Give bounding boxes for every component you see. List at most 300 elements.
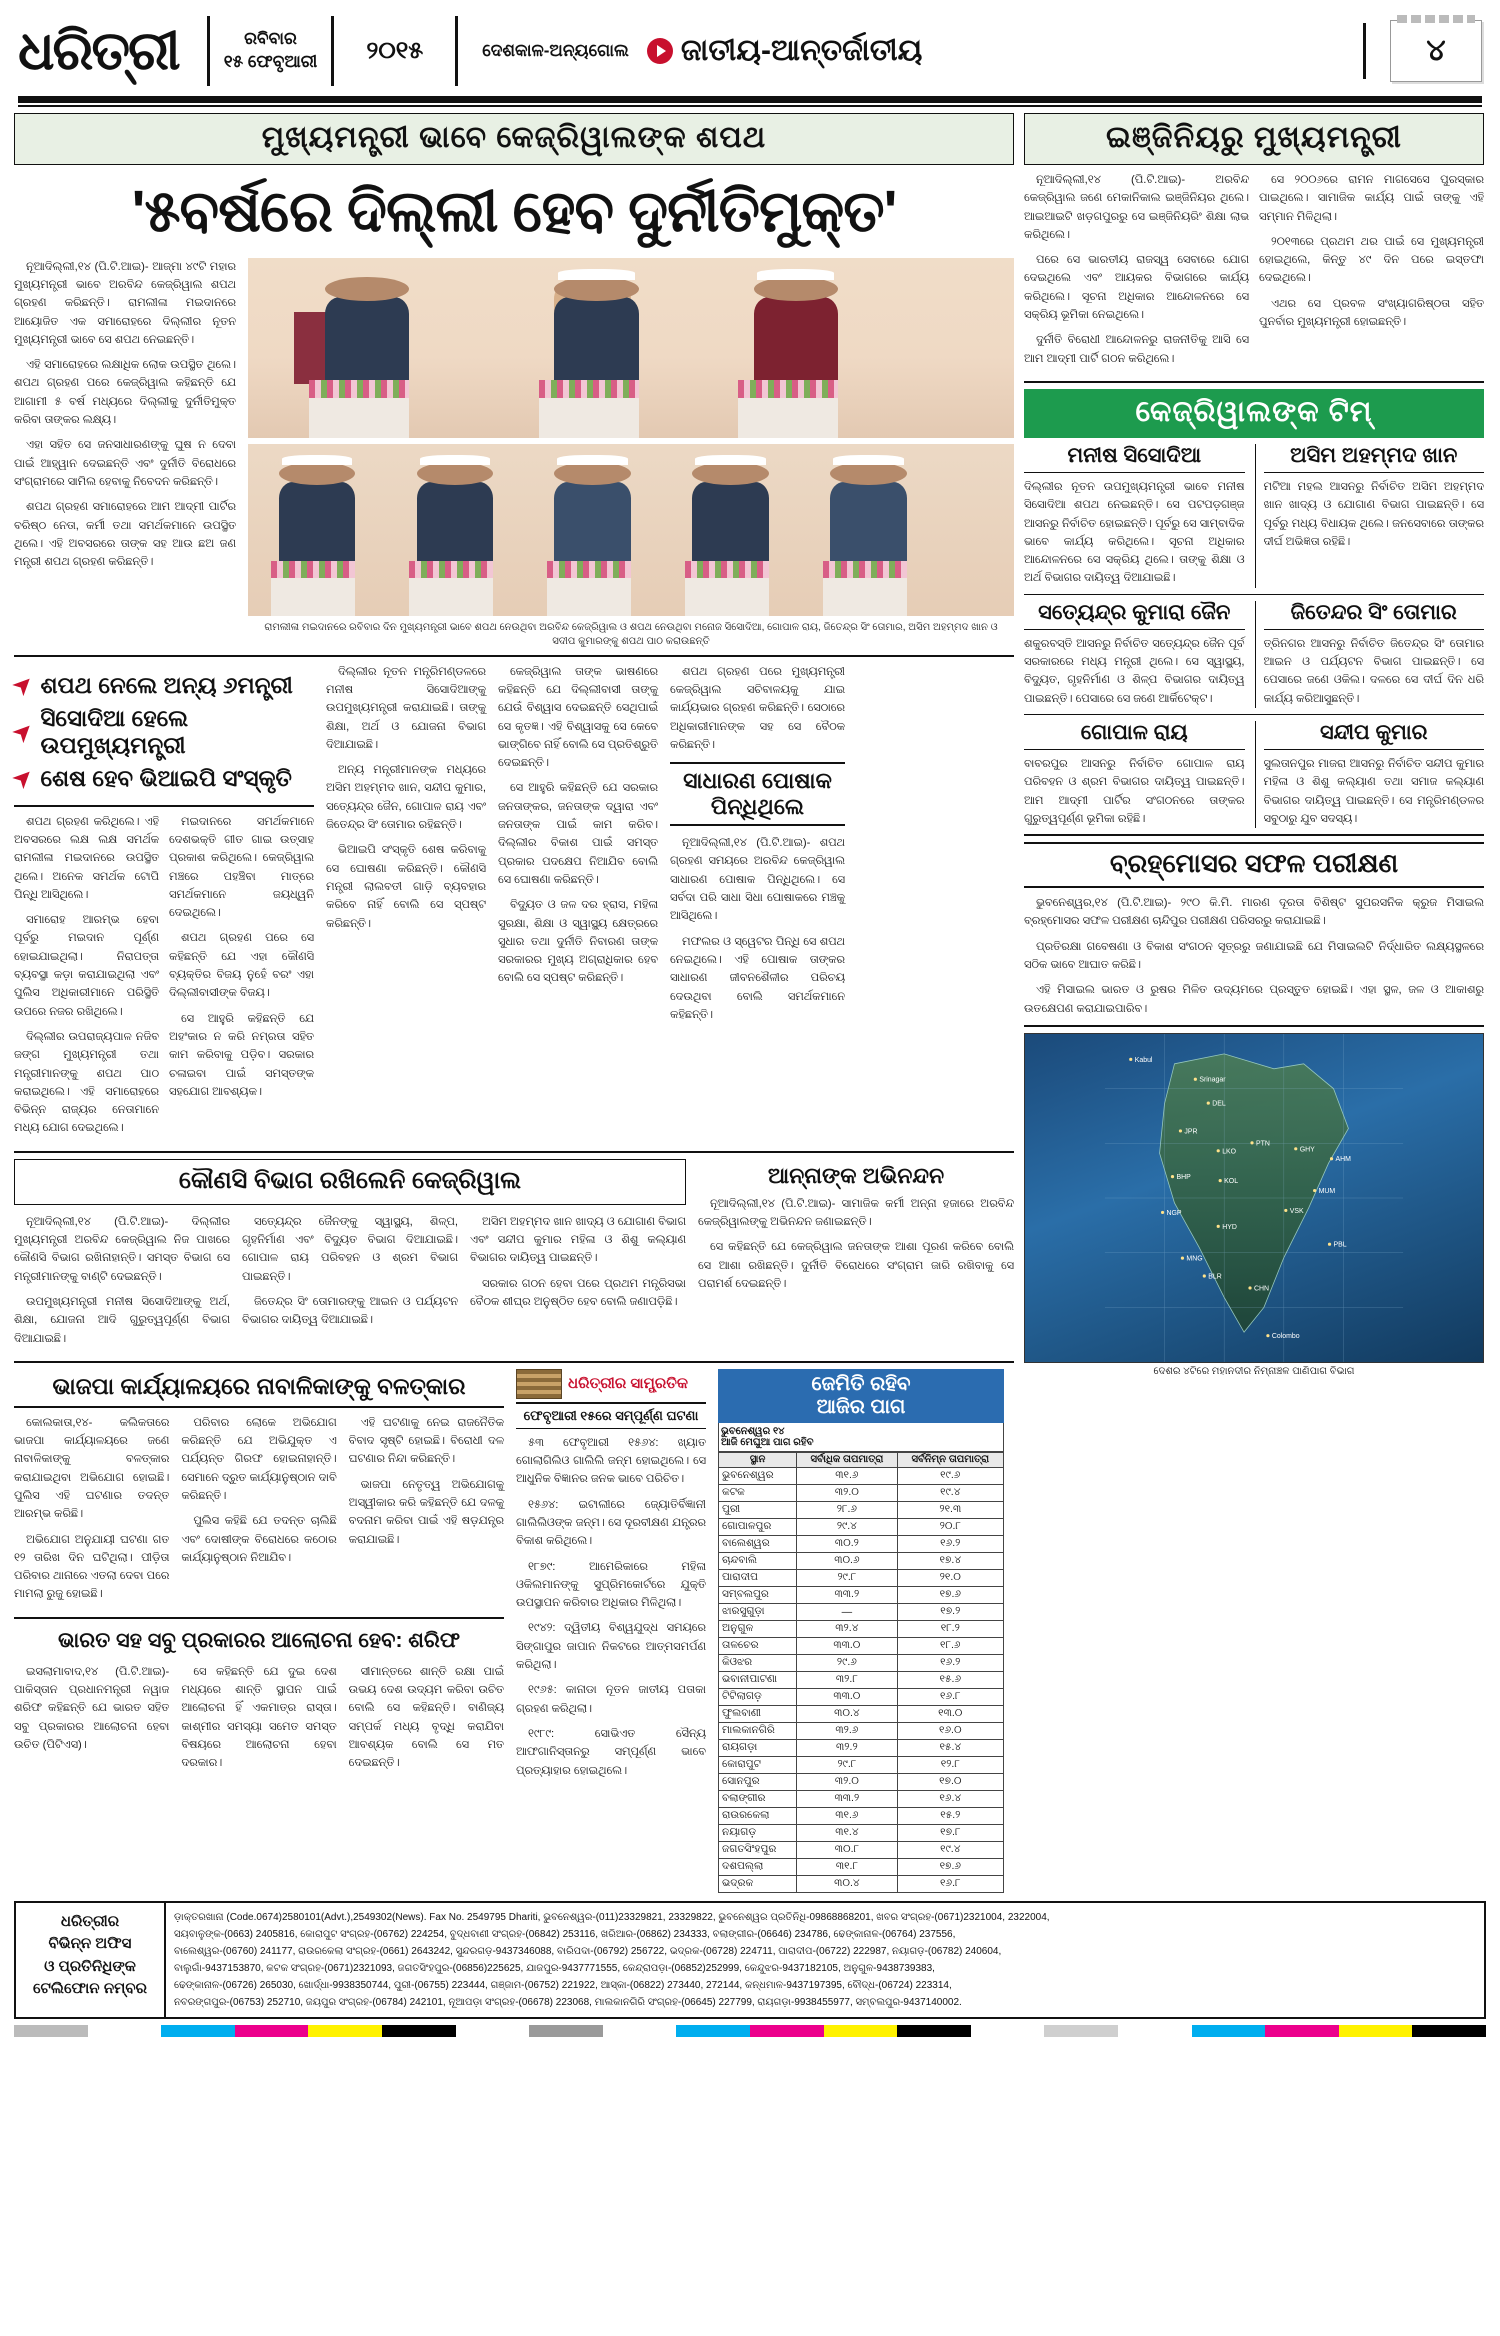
map-city-dot [1248,1286,1251,1289]
map-city-dot [1266,1334,1269,1337]
footer-contacts [166,1903,1484,2017]
congrats-title: ଆନ୍ନାଙ୍କ ଅଭିନନ୍ଦନ [767,1162,945,1188]
table-row [719,1620,1004,1637]
rule [14,1361,1014,1363]
paragraph: ଭାଜପା ନେତୃତ୍ୱ ଅଭିଯୋଗକୁ ଅସ୍ୱୀକାର କରି କହିଛନ୍ତି ଯେ ଦଳକୁ ବଦନାମ କରିବା ପାଇଁ ଏହି ଷଡ଼ଯନ୍ତ୍ର କରାଯାଇଛି। [348,1478,504,1546]
team-members-row-1 [1024,444,1484,588]
lead-col-1 [14,258,236,649]
page-number: ୪ [1390,20,1482,82]
map-city-label: CHN [1254,1285,1270,1293]
weather-max: ୨୯.୬ [797,1654,897,1671]
weather-block [718,1369,1004,1893]
lead-kicker: ମୁଖ୍ୟମନ୍ତ୍ରୀ ଭାବେ କେଜ୍ରିୱାଲଙ୍କ ଶପଥ [14,113,1014,165]
paragraph: ସୀମାନ୍ତରେ ଶାନ୍ତି ରକ୍ଷା ପାଇଁ ଉଭୟ ଦେଶ ଉଦ୍ୟମ କରିବା ଉଚିତ ବୋଲି ସେ କହିଛନ୍ତି। ବାଣିଜ୍ୟ ସମ୍ପର୍କ ମଧ୍ୟ ବୃଦ୍ଧି କରାଯିବା ଆବଶ୍ୟକ ବୋଲି ସେ ମତ ଦେଇଛନ୍ତି। [348,1665,504,1770]
map-city-dot [1313,1189,1316,1192]
member-name: ଅସିମ ଅହମ୍ମଦ ଖାନ [1264,444,1485,473]
paragraph: ସେ ଆହୁରି କହିଛନ୍ତି ଯେ ଅହଂକାର ନ କରି ନମ୍ରତା ସହିତ କାମ କରିବାକୁ ପଡ଼ିବ। ସରକାର ଚଳାଇବା ପାଇଁ ସମସ୍ତଙ୍କ ସହଯୋଗ ଆବଶ୍ୟକ। [169,1012,314,1098]
member-card [1024,444,1245,588]
brahmos-body [1024,894,1484,1018]
footer-label-1: ଧରିତ୍ରୀର [60,1912,120,1930]
paragraph: ଇସଲାମାବାଦ,୧୪ (ପି.ଟି.ଆଇ)- ପାକିସ୍ତାନ ପ୍ରଧାନମନ୍ତ୍ରୀ ନୱାଜ ଶରିଫ କହିଛନ୍ତି ଯେ ଭାରତ ସହିତ ସବୁ ପ୍ରକାରର ଆଲୋଚନା ହେବା ଉଚିତ (ପିଟିଏସ)। [14,1665,170,1751]
play-icon [647,38,673,64]
mid-col-1 [14,813,159,1145]
bullet-item [7,762,314,795]
paragraph: ସତ୍ୟେନ୍ଦ୍ର ଜୈନଙ୍କୁ ସ୍ୱାସ୍ଥ୍ୟ, ଶିଳ୍ପ, ଗୃହନିର୍ମାଣ ଏବଂ ବିଦ୍ୟୁତ ବିଭାଗ ଦିଆଯାଇଛି। ଗୋପାଳ ରାୟ ପରିବହନ ଓ ଶ୍ରମ ବିଭାଗ ପାଇଛନ୍ତି। [242,1215,458,1283]
table-row [719,1705,1004,1722]
map-city-label: Colombo [1271,1333,1300,1341]
weather-min: ୧୯.୪ [897,1841,1003,1858]
weather-city: ନୟାଗଡ଼ [719,1824,797,1841]
rule-thin [18,105,1482,107]
divider [207,16,210,86]
weather-region [718,1423,1004,1452]
map-city-label: BLR [1208,1273,1222,1281]
bottom-left-section [14,1369,1014,1893]
dress-box-body [670,834,845,1024]
paragraph: ଏହି ମିସାଇଲ ଭାରତ ଓ ରୁଷର ମିଳିତ ଉଦ୍ୟମରେ ପ୍ରସ୍ତୁତ ହୋଇଛି। ଏହା ସ୍ଥଳ, ଜଳ ଓ ଆକାଶରୁ ଉତକ୍ଷେପଣ କରାଯାଇପାରିବ। [1024,984,1484,1015]
map-city-label: AHM [1335,1156,1351,1164]
bullet-label: ସିସୋଦିଆ ହେଲେ ଉପମୁଖ୍ୟମନ୍ତ୍ରୀ [40,704,189,758]
weather-max: ୨୯.୪ [797,1518,897,1535]
weather-city: ରାୟଗଡ଼ା [719,1739,797,1756]
weather-max: ୩୦.୪ [797,1875,897,1892]
rule [1024,381,1484,383]
paragraph: ଶପଥ ଗ୍ରହଣ ପରେ ସେ କହିଛନ୍ତି ଯେ ଏହା କୌଣସି ବ୍ୟକ୍ତିର ବିଜୟ ନୁହେଁ ବରଂ ଏହା ଦିଲ୍ଲୀବାସୀଙ୍କ ବିଜୟ। [169,932,314,1000]
masthead [14,10,1486,92]
table-row [719,1790,1004,1807]
weather-city: ଫୁଲବାଣୀ [719,1705,797,1722]
member-card [1255,444,1485,588]
mid-col-2 [169,813,314,1145]
weather-max: ୩୧.୬ [797,1807,897,1824]
table-row [719,1552,1004,1569]
map-city-dot [1294,1147,1297,1150]
bullet-label: ଶେଷ ହେବ ଭିଆଇପି ସଂସ୍କୃତି [40,764,292,791]
mid-col-5 [670,663,845,754]
newspaper-logo: ଧରିତ୍ରୀ [18,20,179,81]
map-city-label: MNG [1186,1255,1203,1263]
bullet-item [7,702,314,762]
weather-min: ୧୫.୬ [897,1671,1003,1688]
weather-max: ୩୦.୨ [797,1535,897,1552]
map-city-dot [1194,1078,1197,1081]
no-dept-col-1 [14,1213,230,1355]
sharif-col-2 [181,1663,336,1780]
weather-max: ୩୦.୪ [797,1705,897,1722]
weather-max: ୩୩.୨ [797,1790,897,1807]
table-row [719,1807,1004,1824]
weather-city: ମାଲକାନଗିରି [719,1722,797,1739]
weather-city: କଟକ [719,1484,797,1501]
history-item: ୧୯୪୨: ଦ୍ୱିତୀୟ ବିଶ୍ୱଯୁଦ୍ଧ ସମୟରେ ସିଙ୍ଗାପୁର ଜାପାନ ନିକଟରେ ଆତ୍ମସମର୍ପଣ କରିଥିଲା। [516,1622,706,1672]
rape-story-title: ଭାଜପା କାର୍ଯ୍ୟାଳୟରେ ନାବାଳିକାଙ୍କୁ ବଳତ୍କାର [14,1369,504,1408]
right-zone [1024,113,1484,1893]
map-city-dot [1179,1129,1182,1132]
weather-min: ୧୭.୬ [897,1586,1003,1603]
team-members-row-2 [1024,601,1484,708]
paragraph: ପୁଲିସ କହିଛି ଯେ ତଦନ୍ତ ଚାଲିଛି ଏବଂ ଦୋଷୀଙ୍କ ବିରୋଧରେ କଠୋର କାର୍ଯ୍ୟାନୁଷ୍ଠାନ ନିଆଯିବ। [181,1515,337,1564]
weather-city: ଗୋପାଳପୁର [719,1518,797,1535]
paragraph: ଶପଥ ଗ୍ରହଣ ସମାରୋହରେ ଆମ ଆଦ୍ମୀ ପାର୍ଟିର ବରିଷ୍ଠ ନେତା, କର୍ମୀ ତଥା ସମର୍ଥକମାନେ ଉପସ୍ଥିତ ଥିଲେ। ଏହି ଅବସରରେ ତାଙ୍କ ସହ ଆଉ ଛଅ ଜଣ ମନ୍ତ୍ରୀ ଶପଥ ଗ୍ରହଣ କରିଛନ୍ତି। [14,501,236,569]
map-city-label: KOL [1224,1177,1239,1185]
photo-caption: ରାମଲୀଳା ମଇଦାନରେ ରବିବାର ଦିନ ମୁଖ୍ୟମନ୍ତ୍ରୀ ଭାବେ ଶପଥ ନେଉଥିବା ଅରବିନ୍ଦ କେଜ୍ରିୱାଲ ଓ ଶପଥ ନେଉଥିବା ମନୋଜ ସିସୋଦିଆ, ଗୋପାଳ ରାୟ, ଜିତେନ୍ଦ୍ର ସିଂ ତୋମାର, ଅସିମ ଅହମ୍ମଦ ଖାନ ଓ ସଦୀପ କୁମାରଙ୍କୁ ଶପଥ ପାଠ କରାଉଛନ୍ତି [264,621,998,647]
weather-max: ୨୯.୮ [797,1569,897,1586]
map-caption: ଦେଶର ୪ଟିରେ ମହାନଦୀର ନିମ୍ନାଞ୍ଚଳ ପାଣିପାଗ ବିଭାଗ [1153,1365,1355,1377]
paragraph: ଦୁର୍ନୀତି ବିରୋଧୀ ଆନ୍ଦୋଳନରୁ ରାଜନୀତିକୁ ଆସି ସେ ଆମ ଆଦ୍ମୀ ପାର୍ଟି ଗଠନ କରିଥିଲେ। [1024,334,1249,365]
sharif-col-1 [14,1663,169,1780]
team-members-row-3 [1024,721,1484,828]
footer-label-2: ବିଭିନ୍ନ ଅଫିସ [48,1935,132,1953]
paragraph: ମଇଦାନରେ ସମର୍ଥକମାନେ ଦେଶଭକ୍ତି ଗୀତ ଗାଇ ଉତ୍ସାହ ପ୍ରକାଶ କରିଥିଲେ। କେଜ୍ରିୱାଲ ମଞ୍ଚରେ ପହଞ୍ଚିବା ମାତ୍ରେ ସମର୍ଥକମାନେ ଜୟଧ୍ୱନି ଦେଇଥିଲେ। [169,815,314,920]
weather-min: ୧୯.୪ [897,1484,1003,1501]
paragraph: ଦିଲ୍ଲୀର ଉପରାଜ୍ୟପାଳ ନଜିବ ଜଙ୍ଗ ମୁଖ୍ୟମନ୍ତ୍ରୀ ତଥା ମନ୍ତ୍ରୀମାନଙ୍କୁ ଶପଥ ପାଠ କରାଇଥିଲେ। ଏହି ସମାରୋହରେ ବିଭିନ୍ନ ରାଜ୍ୟର ନେତାମାନେ ମଧ୍ୟ ଯୋଗ ଦେଇଥିଲେ। [14,1030,159,1135]
paragraph: ନୂଆଦିଲ୍ଲୀ,୧୪ (ପି.ଟି.ଆଇ)- ସାମାଜିକ କର୍ମୀ ଅନ୍ନା ହଜାରେ ଅରବିନ୍ଦ କେଜ୍ରିୱାଲଙ୍କୁ ଅଭିନନ୍ଦନ ଜଣାଇଛନ୍ତି। [698,1197,1014,1229]
rape-col-2 [181,1414,336,1611]
weather-min: ୧୮.୬ [897,1637,1003,1654]
rule-thick [18,96,1482,103]
divider [455,16,458,86]
footer-label-4: ଟେଲିଫୋନ ନମ୍ବର [33,1980,147,1998]
member-text: ବାବରପୁର ଆସନରୁ ନିର୍ବାଚିତ ଗୋପାଳ ରାୟ ପରିବହନ ଓ ଶ୍ରମ ବିଭାଗର ଦାୟିତ୍ୱ ପାଇଛନ୍ତି। ଆମ ଆଦ୍ମୀ ପାର୍ଟିର ସଂଗଠନରେ ତାଙ୍କର ଗୁରୁତ୍ୱପୂର୍ଣ୍ଣ ଭୂମିକା ରହିଛି। [1024,757,1245,825]
weather-title [718,1369,1004,1423]
weather-col-max: ସର୍ବାଧିକ ତାପମାତ୍ରା [797,1452,897,1467]
footer-line: ଢେଙ୍କାନାଳ-(06726) 265030, ଖୋର୍ଦ୍ଧା-9938350744, ପୁରୀ-(06755) 223444, ଗଞ୍ଜାମ-(06752) 221922, ଆସ୍କା-(06822) 273440, 272144, କନ୍ଧମାଳ-9437197395, ବୌଦ୍ଧ-(06724) 223314, [174,1979,952,1991]
table-row [719,1756,1004,1773]
paragraph: ନୂଆଦିଲ୍ଲୀ,୧୪ (ପି.ଟି.ଆଇ)- ଶପଥ ଗ୍ରହଣ ସମୟରେ ଅରବିନ୍ଦ କେଜ୍ରିୱାଲ ସାଧାରଣ ପୋଷାକ ପିନ୍ଧିଥିଲେ। ସେ ସର୍ବଦା ପରି ସାଧା ସିଧା ପୋଷାକରେ ମଞ୍ଚକୁ ଆସିଥିଲେ। [670,837,845,923]
map-city-label: PTN [1255,1140,1270,1148]
map-city-dot [1181,1256,1184,1259]
bullet-label: ଶପଥ ନେଲେ ଅନ୍ୟ ୬ମନ୍ତ୍ରୀ [40,671,293,698]
history-box-title: ଫେବୃଆରୀ ୧୫ରେ ସମ୍ପୂର୍ଣ୍ଣ ଘଟଣା [516,1404,706,1429]
weather-city: ଭବାନୀପାଟଣା [719,1671,797,1688]
eng-cm-title: ଇଞ୍ଜିନିୟରୁ ମୁଖ୍ୟମନ୍ତ୍ରୀ [1024,113,1484,165]
paragraph: ଭୁବନେଶ୍ୱର,୧୪ (ପି.ଟି.ଆଇ)- ୨୯୦ କି.ମି. ମାରଣ ଦୂରତା ବିଶିଷ୍ଟ ସୁପରସନିକ କ୍ରୁଜ ମିସାଇଲ ବ୍ରହ୍ମୋସର ସଫଳ ପରୀକ୍ଷଣ ଚାନ୍ଦିପୁର ପରୀକ୍ଷଣ ପରିସରରୁ କରାଯାଇଛି। [1024,897,1484,928]
map-city-dot [1328,1243,1331,1246]
weather-min: ୧୬.୮ [897,1875,1003,1892]
paragraph: ସମାରୋହ ଆରମ୍ଭ ହେବା ପୂର୍ବରୁ ମଇଦାନ ପୂର୍ଣ୍ଣ ହୋଇଯାଇଥିଲା। ନିରାପତ୍ତା ବ୍ୟବସ୍ଥା କଡ଼ା କରାଯାଇଥିଲା ଏବଂ ପୁଲିସ ଅଧିକାରୀମାନେ ପରିସ୍ଥିତି ଉପରେ ନଜର ରଖିଥିଲେ। [14,914,159,1018]
table-row [719,1654,1004,1671]
rape-story [14,1369,504,1893]
lead-headline: '୫ବର୍ଷରେ ଦିଲ୍ଲୀ ହେବ ଦୁର୍ନୀତିମୁକ୍ତ' [131,179,897,244]
paragraph: କୋଲକାତା,୧୪- କଲିକତାରେ ଭାଜପା କାର୍ଯ୍ୟାଳୟରେ ଜଣେ ନାବାଳିକାଙ୍କୁ ବଳତ୍କାର କରାଯାଇଥିବା ଅଭିଯୋଗ ହୋଇଛି। ପୁଲିସ ଏହି ଘଟଣାର ତଦନ୍ତ ଆରମ୍ଭ କରିଛି। [14,1416,170,1521]
weather-min: ୧୬.୦ [897,1722,1003,1739]
weather-min: ୧୭.୨ [897,1603,1003,1620]
member-name: ଜିତେନ୍ଦର ସିଂ ତୋମାର [1264,601,1485,630]
map-city-label: Srinagar [1199,1076,1226,1084]
weather-city: ଜଗତସିଂହପୁର [719,1841,797,1858]
paragraph: ଏହି ଘଟଣାକୁ ନେଇ ରାଜନୈତିକ ବିବାଦ ସୃଷ୍ଟି ହୋଇଛି। ବିରୋଧୀ ଦଳ ଘଟଣାର ନିନ୍ଦା କରିଛନ୍ତି। [348,1416,504,1466]
history-item: ୧୯୮୯: ସୋଭିଏତ ସୈନ୍ୟ ଆଫଗାନିସ୍ତାନରୁ ସମ୍ପୂର୍ଣ୍ଣ ଭାବେ ପ୍ରତ୍ୟାହାର ହୋଇଥିଲେ। [516,1727,706,1777]
weather-max: ୩୩.୦ [797,1637,897,1654]
map-city-label: MUM [1318,1187,1336,1195]
weather-city: ବଲାଙ୍ଗୀର [719,1790,797,1807]
history-box [516,1369,706,1893]
paragraph: ଶପଥ ଗ୍ରହଣ କରିଥିଲେ। ଏହି ଅବସରରେ ଲକ୍ଷ ଲକ୍ଷ ସମର୍ଥକ ରାମଲୀଳା ମଇଦାନରେ ଉପସ୍ଥିତ ଥିଲେ। ଅନେକ ସମର୍ଥକ ଟୋପି ପିନ୍ଧି ଆସିଥିଲେ। [14,815,159,901]
weather-min: ୨୦.୮ [897,1518,1003,1535]
paragraph: ଭିଆଇପି ସଂସ୍କୃତି ଶେଷ କରିବାକୁ ସେ ଘୋଷଣା କରିଛନ୍ତି। କୌଣସି ମନ୍ତ୍ରୀ ଲାଲବତୀ ଗାଡ଼ି ବ୍ୟବହାର କରିବେ ନାହିଁ ବୋଲି ସେ ସ୍ପଷ୍ଟ କରିଛନ୍ତି। [326,844,486,930]
table-row [719,1722,1004,1739]
footer-label-3: ଓ ପ୍ରତିନିଧିଙ୍କ [44,1957,136,1975]
map-city-dot [1219,1179,1222,1182]
table-row [719,1535,1004,1552]
paragraph: ଏହି ସମାରୋହରେ ଲକ୍ଷାଧିକ ଲୋକ ଉପସ୍ଥିତ ଥିଲେ। ଶପଥ ଗ୍ରହଣ ପରେ କେଜ୍ରିୱାଲ କହିଛନ୍ତି ଯେ ଆଗାମୀ ୫ ବର୍ଷ ମଧ୍ୟରେ ଦିଲ୍ଲୀକୁ ଦୁର୍ନୀତିମୁକ୍ତ କରିବା ତାଙ୍କର ଲକ୍ଷ୍ୟ। [14,359,236,427]
map-city-label: VSK [1289,1207,1304,1215]
weather-min: ୧୭.୮ [897,1824,1003,1841]
weather-city: ସୋନପୁର [719,1773,797,1790]
weather-max: ୩୦.୮ [797,1841,897,1858]
mid-col-3 [326,663,486,1145]
weather-col-place: ସ୍ଥାନ [719,1452,797,1467]
sharif-story-title: ଭାରତ ସହ ସବୁ ପ୍ରକାରର ଆଲୋଚନା ହେବ: ଶରିଫ [57,1628,461,1652]
table-row [719,1484,1004,1501]
masthead-section: ଜାତୀୟ-ଆନ୍ତର୍ଜାତୀୟ [680,34,923,67]
weather-city: ଟିଟିଲାଗଡ଼ [719,1688,797,1705]
table-row [719,1518,1004,1535]
member-card [1255,721,1485,828]
table-row [719,1858,1004,1875]
weather-max: ୨୮.୬ [797,1501,897,1518]
paragraph: ସରକାର ଗଠନ ହେବା ପରେ ପ୍ରଥମ ମନ୍ତ୍ରିସଭା ବୈଠକ ଶୀଘ୍ର ଅନୁଷ୍ଠିତ ହେବ ବୋଲି ଜଣାପଡ଼ିଛି। [470,1277,686,1308]
rule [14,1617,504,1619]
paragraph: ଦିଲ୍ଲୀର ନୂତନ ମନ୍ତ୍ରିମଣ୍ଡଳରେ ମନୀଷ ସିସୋଦିଆଙ୍କୁ ଉପମୁଖ୍ୟମନ୍ତ୍ରୀ କରାଯାଇଛି। ତାଙ୍କୁ ଶିକ୍ଷା, ଅର୍ଥ ଓ ଯୋଜନା ବିଭାଗ ଦିଆଯାଇଛି। [326,665,486,751]
no-dept-title: କୌଣସି ବିଭାଗ ରଖିଲେନି କେଜ୍ରିୱାଲ [178,1166,522,1194]
swearing-in-photo-top [248,258,1014,438]
rape-col-3 [349,1414,504,1611]
paragraph: ଅନ୍ୟ ମନ୍ତ୍ରୀମାନଙ୍କ ମଧ୍ୟରେ ଅସିମ ଅହମ୍ମଦ ଖାନ, ସନ୍ଦୀପ କୁମାର, ସତ୍ୟେନ୍ଦ୍ର ଜୈନ, ଗୋପାଳ ରାୟ ଏବଂ ଜିତେନ୍ଦ୍ର ସିଂ ତୋମାର ରହିଛନ୍ତି। [326,764,486,832]
swearing-in-photo-bottom [248,444,1014,616]
weather-city: ତାଳଚେର [719,1637,797,1654]
paragraph: ଅଭିଯୋଗ ଅନୁଯାୟୀ ଘଟଣା ଗତ ୧୨ ତାରିଖ ଦିନ ଘଟିଥିଲା। ପୀଡ଼ିତା ପରିବାର ଥାନାରେ ଏତଲା ଦେବା ପରେ ମାମଲା ରୁଜୁ ହୋଇଛି। [14,1533,170,1601]
weather-max: ୩୦.୬ [797,1552,897,1569]
lead-secondary [7,663,1014,1145]
weather-map [1024,1033,1484,1363]
weather-city: ଅନୁଗୁଳ [719,1620,797,1637]
table-row [719,1773,1004,1790]
bullet-item [7,669,314,702]
table-row [719,1824,1004,1841]
paragraph: ଏହା ସହିତ ସେ ଜନସାଧାରଣଙ୍କୁ ଘୁଷ ନ ଦେବା ପାଇଁ ଆହ୍ୱାନ ଦେଇଛନ୍ତି ଏବଂ ଦୁର୍ନୀତି ବିରୋଧରେ ସଂଗ୍ରାମରେ ସାମିଲ ହେବାକୁ ନିବେଦନ କରିଛନ୍ତି। [14,439,236,488]
member-card [1255,601,1485,708]
table-row [719,1671,1004,1688]
paragraph: ସେ କହିଛନ୍ତି ଯେ ଦୁଇ ଦେଶ ମଧ୍ୟରେ ଶାନ୍ତି ସ୍ଥାପନ ପାଇଁ ଆଲୋଚନା ହିଁ ଏକମାତ୍ର ରାସ୍ତା। କାଶ୍ମୀର ସମସ୍ୟା ସମେତ ସମସ୍ତ ବିଷୟରେ ଆଲୋଚନା ହେବା ଦରକାର। [181,1665,337,1770]
masthead-right [1349,17,1482,85]
paragraph: ପ୍ରତିରକ୍ଷା ଗବେଷଣା ଓ ବିକାଶ ସଂଗଠନ ସୂତ୍ରରୁ ଜଣାଯାଇଛି ଯେ ମିସାଇଲଟି ନିର୍ଦ୍ଧାରିତ ଲକ୍ଷ୍ୟସ୍ଥଳରେ ସଠିକ ଭାବେ ଆଘାତ କରିଛି। [1024,940,1484,972]
weather-header-row [719,1452,1004,1467]
history-item: ୫୩ ଫେବୃଆରୀ ୧୫୬୪: ଖ୍ୟାତ ଗୋଲାଗିଲିଓ ଗାଲିଲି ଜନ୍ମ ହୋଇଥିଲେ। ସେ ଆଧୁନିକ ବିଜ୍ଞାନର ଜନକ ଭାବେ ପରିଚିତ। [516,1436,706,1486]
main-grid [7,113,1486,1893]
congrats-story [698,1159,1014,1355]
map-city-label: NGP [1166,1209,1182,1217]
paragraph: ମଫଲର ଓ ସ୍ୱେଟର ପିନ୍ଧି ସେ ଶପଥ ନେଇଥିଲେ। ଏହି ପୋଷାକ ତାଙ୍କର ସାଧାରଣ ଜୀବନଶୈଳୀର ପରିଚୟ ଦେଉଥିବା ବୋଲି ସମର୍ଥକମାନେ କହିଛନ୍ତି। [670,935,845,1021]
weather-city: ପୁରୀ [719,1501,797,1518]
member-text: ତ୍ରିନଗର ଆସନରୁ ନିର୍ବାଚିତ ଜିତେନ୍ଦ୍ର ସିଂ ତୋମାର ଆଇନ ଓ ପର୍ଯ୍ୟଟନ ବିଭାଗ ପାଇଛନ୍ତି। ସେ ପେସାରେ ଜଣେ ଓକିଲ। ଦଳରେ ସେ ଦୀର୍ଘ ଦିନ ଧରି କାର୍ଯ୍ୟ କରିଆସୁଛନ୍ତି। [1263,637,1484,705]
weather-min: ୧୭.୦ [897,1773,1003,1790]
rule [1024,714,1484,715]
weather-city: ଭୁବନେଶ୍ୱର [719,1467,797,1484]
mid-col-4 [498,663,658,1145]
paragraph: ସେ ଆହୁରି କହିଛନ୍ତି ଯେ ସରକାର ଜନତାଙ୍କର, ଜନତାଙ୍କ ଦ୍ୱାରା ଏବଂ ଜନତାଙ୍କ ପାଇଁ କାମ କରିବ। ଦିଲ୍ଲୀର ବିକାଶ ପାଇଁ ସମସ୍ତ ପ୍ରକାର ପଦକ୍ଷେପ ନିଆଯିବ ବୋଲି ସେ ଘୋଷଣା କରିଛନ୍ତି। [498,782,658,886]
weather-table [718,1452,1004,1893]
map-city-dot [1217,1225,1220,1228]
history-item: ୧୮୭୯: ଆମେରିକାରେ ମହିଳା ଓକିଲମାନଙ୍କୁ ସୁପ୍ରିମକୋର୍ଟରେ ଯୁକ୍ତି ଉପସ୍ଥାପନ କରିବାର ଅଧିକାର ମିଳିଥିଲା। [516,1560,706,1610]
member-card [1024,601,1245,708]
weather-min: ୨୧.୦ [897,1569,1003,1586]
history-box-items [516,1434,706,1780]
weather-min: ୧୮.୨ [897,1620,1003,1637]
paragraph: ଅସିମ ଅହମ୍ମଦ ଖାନ ଖାଦ୍ୟ ଓ ଯୋଗାଣ ବିଭାଗ ଏବଂ ସନ୍ଦୀପ କୁମାର ମହିଳା ଓ ଶିଶୁ କଲ୍ୟାଣ ବିଭାଗର ଦାୟିତ୍ୱ ପାଇଛନ୍ତି। [470,1215,686,1265]
bullets-block [7,663,314,1145]
weather-city: କିଓଝର [719,1654,797,1671]
map-city-dot [1171,1175,1174,1178]
weather-max: ୨୯.୮ [797,1756,897,1773]
member-text: ଶକୁରବସ୍ତି ଆସନରୁ ନିର୍ବାଚିତ ସତ୍ୟେନ୍ଦ୍ର ଜୈନ ପୂର୍ବ ସରକାରରେ ମଧ୍ୟ ମନ୍ତ୍ରୀ ଥିଲେ। ସେ ସ୍ୱାସ୍ଥ୍ୟ, ବିଦ୍ୟୁତ, ଗୃହନିର୍ମାଣ ଓ ଶିଳ୍ପ ବିଭାଗର ଦାୟିତ୍ୱ ପାଇଛନ୍ତି। ପେସାରେ ସେ ଜଣେ ଆର୍କିଟେକ୍ଟ। [1024,637,1245,705]
map-city-label: JPR [1184,1128,1198,1136]
book-icon [516,1369,562,1399]
map-city-dot [1207,1101,1210,1104]
map-city-dot [1217,1149,1220,1152]
weather-max: ୩୩.୨ [797,1586,897,1603]
rule [1024,1025,1484,1027]
weather-min: ୧୬.୪ [897,1790,1003,1807]
table-row [719,1841,1004,1858]
weather-min: ୧୭.୬ [897,1858,1003,1875]
member-text: ମଟିଆ ମହଲ ଆସନରୁ ନିର୍ବାଚିତ ଅସିମ ଅହମ୍ମଦ ଖାନ ଖାଦ୍ୟ ଓ ଯୋଗାଣ ବିଭାଗ ପାଇଛନ୍ତି। ସେ ପୂର୍ବରୁ ମଧ୍ୟ ବିଧାୟକ ଥିଲେ। ଜନସେବାରେ ତାଙ୍କର ଦୀର୍ଘ ଅଭିଜ୍ଞତା ରହିଛି। [1263,480,1484,548]
table-row [719,1603,1004,1620]
paragraph: ୨୦୧୩ରେ ପ୍ରଥମ ଥର ପାଇଁ ସେ ମୁଖ୍ୟମନ୍ତ୍ରୀ ହୋଇଥିଲେ, କିନ୍ତୁ ୪୯ ଦିନ ପରେ ଇସ୍ତଫା ଦେଇଥିଲେ। [1259,235,1484,285]
weather-city: ଦଶପଲ୍ଲା [719,1858,797,1875]
table-row [719,1586,1004,1603]
paragraph: ଜିତେନ୍ଦ୍ର ସିଂ ତୋମାରଙ୍କୁ ଆଇନ ଓ ପର୍ଯ୍ୟଟନ ବିଭାଗର ଦାୟିତ୍ୱ ଦିଆଯାଇଛି। [242,1295,458,1327]
paragraph: ଶପଥ ଗ୍ରହଣ ପରେ ମୁଖ୍ୟମନ୍ତ୍ରୀ କେଜ୍ରିୱାଲ ସଚିବାଳୟକୁ ଯାଇ କାର୍ଯ୍ୟଭାର ଗ୍ରହଣ କରିଛନ୍ତି। ସେଠାରେ ଅଧିକାରୀମାନଙ୍କ ସହ ସେ ବୈଠକ କରିଛନ୍ତି। [670,665,845,751]
weather-max: ୩୧.୪ [797,1824,897,1841]
footer [14,1901,1486,2019]
map-city-label: PBL [1333,1241,1347,1249]
weather-min: ୧୬.୮ [897,1688,1003,1705]
weather-max: ୩୧.୬ [797,1467,897,1484]
footer-label [16,1903,166,2017]
no-dept-section [14,1159,1014,1355]
paragraph: ସେ କହିଛନ୍ତି ଯେ କେଜ୍ରିୱାଲ ଜନତାଙ୍କ ଆଶା ପୂରଣ କରିବେ ବୋଲି ସେ ଆଶା ରଖିଛନ୍ତି। ଦୁର୍ନୀତି ବିରୋଧରେ ସଂଗ୍ରାମ ଜାରି ରଖିବାକୁ ସେ ପରାମର୍ଶ ଦେଇଛନ୍ତି। [698,1241,1014,1290]
arrow-icon: ➤ [7,762,39,794]
no-dept-col-2 [242,1213,458,1355]
table-row [719,1637,1004,1654]
eng-cm-col-1 [1024,171,1249,375]
weather-city: ବାଲେଶ୍ୱର [719,1535,797,1552]
masthead-day: ରବିବାର [244,29,297,49]
table-row [719,1569,1004,1586]
member-name: ସନ୍ଦୀପ କୁମାର [1264,721,1485,750]
member-card [1024,721,1245,828]
paragraph: ନୂଆଦିଲ୍ଲୀ,୧୪ (ପି.ଟି.ଆଇ)- ଦିଲ୍ଲୀର ମୁଖ୍ୟମନ୍ତ୍ରୀ ଅରବିନ୍ଦ କେଜ୍ରିୱାଲ ନିଜ ପାଖରେ କୌଣସି ବିଭାଗ ରଖିନାହାନ୍ତି। ସମସ୍ତ ବିଭାଗ ସେ ମନ୍ତ୍ରୀମାନଙ୍କୁ ବାଣ୍ଟି ଦେଇଛନ୍ତି। [14,1215,230,1283]
map-city-label: HYD [1222,1223,1237,1231]
divider [331,16,334,86]
table-row [719,1875,1004,1892]
map-city-label: DEL [1212,1100,1226,1108]
no-dept-story [14,1159,686,1355]
brahmos-title: ବ୍ରହ୍ମୋସର ସଫଳ ପରୀକ୍ଷଣ [1024,842,1484,888]
weather-city: ଝାରସୁଗୁଡ଼ା [719,1603,797,1620]
weather-city: ପାରାଦୀପ [719,1569,797,1586]
team-title: କେଜ୍ରିୱାଲଙ୍କ ଟିମ୍ [1024,389,1484,438]
no-dept-col-3 [470,1213,686,1355]
left-zone [7,113,1014,1893]
paragraph: ବିଦ୍ୟୁତ ଓ ଜଳ ଦର ହ୍ରାସ, ମହିଳା ସୁରକ୍ଷା, ଶିକ୍ଷା ଓ ସ୍ୱାସ୍ଥ୍ୟ କ୍ଷେତ୍ରରେ ସୁଧାର ତଥା ଦୁର୍ନୀତି ନିବାରଣ ତାଙ୍କ ସରକାରର ମୁଖ୍ୟ ଅଗ୍ରାଧିକାର ହେବ ବୋଲି ସେ ସ୍ପଷ୍ଟ କରିଛନ୍ତି। [498,899,658,985]
paragraph: ପରିବାର ଲୋକେ ଅଭିଯୋଗ କରିଛନ୍ତି ଯେ ଅଭିଯୁକ୍ତ ଏ ପର୍ଯ୍ୟନ୍ତ ଗିରଫ ହୋଇନାହାନ୍ତି। ସେମାନେ ଦ୍ରୁତ କାର୍ଯ୍ୟାନୁଷ୍ଠାନ ଦାବି କରିଛନ୍ତି। [181,1416,337,1502]
eng-cm-body [1024,171,1484,375]
weather-min: ୧୭.୪ [897,1552,1003,1569]
weather-city: ଭଦ୍ରକ [719,1875,797,1892]
rule [14,655,1014,657]
footer-line: ସୟବାଳୁଙ୍କ-(0663) 2405816, କୋରାପୁଟ ସଂଗ୍ରହ-(06762) 224254, ବୁଦ୍ଧବାଣୀ ସଂଗ୍ରହ-(06842) 253116, ଖରିଆର-(06862) 234333, ବଲାଙ୍ଗୀର-(06646) 234786, ଢେଙ୍କାନାଳ-(06764) 237556, [174,1928,956,1940]
paragraph: ପରେ ସେ ଭାରତୀୟ ରାଜସ୍ୱ ସେବାରେ ଯୋଗ ଦେଇଥିଲେ ଏବଂ ଆୟକର ବିଭାଗରେ କାର୍ଯ୍ୟ କରିଥିଲେ। ସୂଚନା ଅଧିକାର ଆନ୍ଦୋଳନରେ ସେ ସକ୍ରିୟ ଭୂମିକା ନେଇଥିଲେ। [1024,254,1249,322]
rule [14,1151,1014,1153]
table-row [719,1467,1004,1484]
weather-city: ଚାନ୍ଦବାଲି [719,1552,797,1569]
footer-line: ଡ଼ାକ୍ତରଖାନା (Code.0674)2580101(Advt.),2549302(News). Fax No. 2549795 Dhariti, ଭୁବନେଶ୍ୱର-(011)23329821, 23329822, ଭୁବନେଶ୍ୱର ପ୍ରତିନିଧି-09868868201, ଖବର ସଂଗ୍ରହ-(0671)2321004, 2322004, [174,1911,1050,1923]
weather-city: ରାଉରକେଲା [719,1807,797,1824]
member-name: ଗୋପାଳ ରାୟ [1024,721,1245,750]
table-row [719,1688,1004,1705]
weather-max: ୩୨.୬ [797,1722,897,1739]
weather-city: ସମ୍ବଲପୁର [719,1586,797,1603]
divider [1363,23,1366,79]
weather-title-line1: ଜେମିତି ରହିବ [811,1372,911,1395]
map-city-label: BHP [1176,1174,1191,1182]
weather-min: ୧୫.୪ [897,1739,1003,1756]
member-text: ସୁଲତାନପୁର ମାଜରା ଆସନରୁ ନିର୍ବାଚିତ ସନ୍ଦୀପ କୁମାର ମହିଳା ଓ ଶିଶୁ କଲ୍ୟାଣ ତଥା ସମାଜ କଲ୍ୟାଣ ବିଭାଗର ଦାୟିତ୍ୱ ପାଇଛନ୍ତି। ସେ ମନ୍ତ୍ରିମଣ୍ଡଳର ସବୁଠାରୁ ଯୁବ ସଦସ୍ୟ। [1263,757,1484,825]
map-city-label: LKO [1222,1148,1237,1156]
weather-max: ୩୨.୪ [797,1620,897,1637]
paragraph: ସେ ୨୦୦୬ରେ ରାମନ ମାଗସେସେ ପୁରସ୍କାର ପାଇଥିଲେ। ସାମାଜିକ କାର୍ଯ୍ୟ ପାଇଁ ତାଙ୍କୁ ଏହି ସମ୍ମାନ ମିଳିଥିଲା। [1259,174,1484,223]
table-row [719,1739,1004,1756]
weather-min: ୧୬.୨ [897,1654,1003,1671]
dress-box [670,663,845,1145]
map-city-dot [1161,1211,1164,1214]
congrats-body [698,1195,1014,1293]
map-city-dot [1250,1141,1253,1144]
history-box-logoline: ଧରିତ୍ରୀର ସାମ୍ପ୍ରତିକ [568,1375,688,1393]
color-registration-bar [14,2025,1486,2037]
map-city-dot [1203,1274,1206,1277]
map-city-dot [1284,1209,1287,1212]
lead-photo-block [248,258,1014,649]
footer-line: ବାଲୁଗାଁ-9437153870, କଟକ ସଂଗ୍ରହ-(0671)2321093, ଜଗତସିଂହପୁର-(06856)225625, ଯାଜପୁର-9437771555, କେନ୍ଦ୍ରାପଡ଼ା-(06852)252999, କେନ୍ଦୁଝର-9437182105, ଅନୁଗୁଳ-9438739383, [174,1962,935,1974]
weather-city: କୋରାପୁଟ [719,1756,797,1773]
map-city-label: GHY [1299,1146,1315,1154]
weather-max: ୩୨.୦ [797,1484,897,1501]
map-city-label: Kabul [1134,1056,1153,1064]
lead-body [14,258,1014,649]
weather-region-header: ଭୁବନେଶ୍ୱର ୧୪ [721,1425,785,1437]
weather-min: ୧୨.୮ [897,1756,1003,1773]
dress-box-title: ସାଧାରଣ ପୋଷାକ ପିନ୍ଧିଥିଲେ [670,762,845,826]
weather-min: ୧୬.୨ [897,1535,1003,1552]
rule [1024,834,1484,836]
weather-min: ୧୩.୦ [897,1705,1003,1722]
weather-max: ୩୩.୦ [797,1688,897,1705]
paragraph: କେଜ୍ରିୱାଲ ତାଙ୍କ ଭାଷଣରେ କହିଛନ୍ତି ଯେ ଦିଲ୍ଲୀବାସୀ ତାଙ୍କୁ ଯେଉଁ ବିଶ୍ୱାସ ଦେଇଛନ୍ତି ସେଥିପାଇଁ ସେ କୃତଜ୍ଞ। ଏହି ବିଶ୍ୱାସକୁ ସେ କେବେ ଭାଙ୍ଗିବେ ନାହିଁ ବୋଲି ସେ ପ୍ରତିଶ୍ରୁତି ଦେଇଛନ୍ତି। [498,665,658,770]
member-name: ସତ୍ୟେନ୍ଦ୍ର କୁମାରା ଜୈନ [1024,601,1245,630]
masthead-dayofmonth: ୧୫ ଫେବୃଆରୀ [223,52,318,71]
weather-title-line2: ଆଜିର ପାଗ [816,1395,906,1418]
weather-max: — [797,1603,897,1620]
history-item: ୧୯୬୫: କାନାଡା ନୂତନ ଜାତୀୟ ପତାକା ଗ୍ରହଣ କରିଥିଲା। [516,1684,706,1715]
footer-line: ବାଲେଶ୍ୱର-(06760) 241177, ରାଉରକେଲା ସଂଗ୍ରହ-(0661) 2643242, ସୁନ୍ଦରଗଡ଼-9437346088, ବାରିପଦା-(06792) 256722, ଭଦ୍ରକ-(06728) 224711, ପାରାଦୀପ-(06722) 222987, ନୟାଗଡ଼-(06782) 240604, [174,1945,1002,1957]
weather-col-min: ସର୍ବନିମ୍ନ ତାପମାତ୍ରା [897,1452,1003,1467]
rule [14,805,314,807]
arrow-icon: ➤ [7,669,39,701]
sharif-col-3 [349,1663,504,1780]
